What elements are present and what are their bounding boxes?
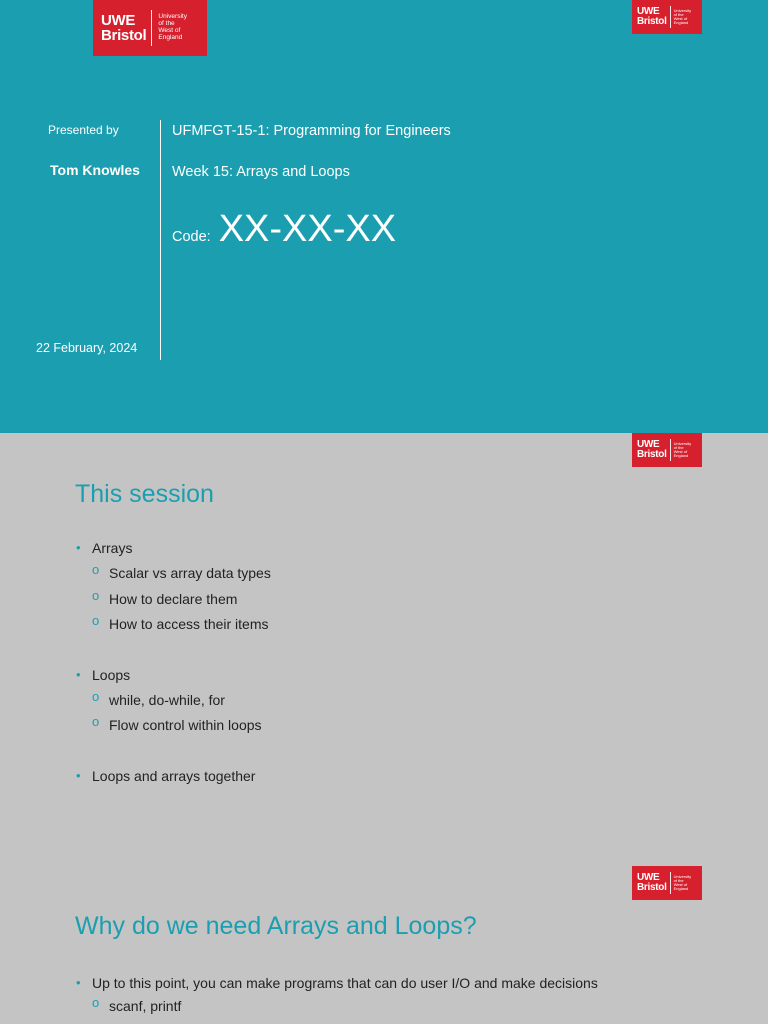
bullet-item: • Up to this point, you can make programs that can do user I/O and make decisions xyxy=(76,973,598,996)
presented-by-label: Presented by xyxy=(48,123,119,137)
slide-heading: This session xyxy=(75,480,214,508)
sub-bullet-item: o scanf, printf xyxy=(92,995,182,1014)
module-title: UFMFGT-15-1: Programming for Engineers xyxy=(172,123,451,139)
sub-bullet-item: o while, do-while, for xyxy=(92,688,225,708)
why-slide xyxy=(0,866,768,1024)
circle-bullet-icon: o xyxy=(92,562,100,578)
code-value: XX-XX-XX xyxy=(218,208,397,250)
bullet-item: • Loops and arrays together xyxy=(76,766,271,791)
bullet-item: • Loops xyxy=(76,665,271,690)
presenter-name: Tom Knowles xyxy=(50,162,140,178)
sub-bullet-item: o Flow control within loops xyxy=(92,714,262,734)
sub-bullet-item: o Scalar vs array data types xyxy=(92,562,271,582)
uwe-logo-small: UWE Bristol University of the West of England xyxy=(632,866,702,900)
uwe-logo-small: UWE Bristol University of the West of England xyxy=(632,0,702,34)
logo-wordmark: UWE Bristol xyxy=(101,12,147,44)
logo-divider xyxy=(151,10,152,46)
title-slide xyxy=(0,0,768,433)
slide-heading: Why do we need Arrays and Loops? xyxy=(75,912,477,940)
why-bullet-list xyxy=(76,973,598,1019)
session-slide xyxy=(0,433,768,866)
attendance-code xyxy=(172,208,396,251)
sub-bullet-item: o How to declare them xyxy=(92,587,238,607)
sub-bullet-item: o How to access their items xyxy=(92,612,269,632)
logo-university-text: University of the West of England xyxy=(158,13,187,41)
week-title: Week 15: Arrays and Loops xyxy=(172,164,350,180)
circle-bullet-icon: o xyxy=(92,612,100,628)
circle-bullet-icon: o xyxy=(92,714,100,730)
code-label: Code: xyxy=(172,229,211,245)
uwe-logo-large xyxy=(93,0,207,56)
bullet-item: • Arrays xyxy=(76,538,271,563)
circle-bullet-icon: o xyxy=(92,995,100,1010)
presentation-date: 22 February, 2024 xyxy=(36,341,138,355)
uwe-logo-small: UWE Bristol University of the West of England xyxy=(632,433,702,467)
title-divider-line xyxy=(160,120,161,360)
circle-bullet-icon: o xyxy=(92,587,100,603)
session-bullet-list xyxy=(76,538,271,791)
circle-bullet-icon: o xyxy=(92,688,100,704)
